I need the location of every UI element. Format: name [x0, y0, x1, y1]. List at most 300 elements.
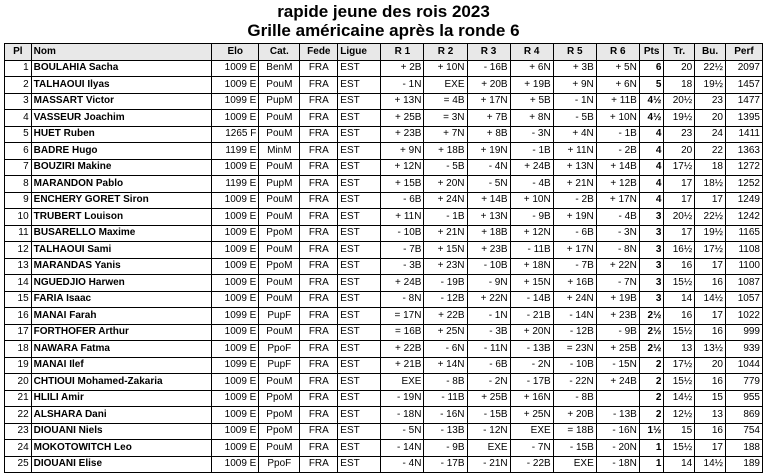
table-cell: + 6N: [510, 60, 553, 77]
title-block: [0, 0, 767, 40]
table-cell: 15½: [664, 324, 695, 341]
table-cell: - 10B: [553, 357, 596, 374]
table-cell: 16: [664, 258, 695, 275]
table-cell: MANAI Farah: [31, 308, 212, 325]
table-cell: 2½: [639, 341, 664, 358]
table-cell: 10: [5, 209, 32, 226]
table-cell: + 10N: [596, 110, 639, 127]
table-cell: 17½: [664, 159, 695, 176]
table-cell: + 18B: [424, 143, 467, 160]
table-cell: 1252: [725, 176, 762, 193]
table-cell: 1009 E: [212, 159, 259, 176]
table-cell: FRA: [300, 176, 338, 193]
table-cell: EST: [338, 440, 381, 457]
table-cell: FRA: [300, 93, 338, 110]
table-cell: - 18N: [381, 407, 424, 424]
table-cell: 2: [639, 374, 664, 391]
table-row: [5, 341, 763, 358]
table-cell: EST: [338, 275, 381, 292]
table-cell: 1009 E: [212, 390, 259, 407]
column-header: R 3: [467, 44, 510, 61]
table-row: [5, 110, 763, 127]
table-row: [5, 440, 763, 457]
table-cell: 1087: [725, 275, 762, 292]
table-cell: - 1B: [510, 143, 553, 160]
table-cell: EST: [338, 258, 381, 275]
table-row: [5, 176, 763, 193]
table-cell: - 4N: [381, 456, 424, 473]
table-cell: 13: [664, 341, 695, 358]
table-cell: 1009 E: [212, 275, 259, 292]
table-cell: + 14B: [467, 192, 510, 209]
table-cell: 11: [5, 225, 32, 242]
table-cell: PouM: [259, 242, 300, 259]
table-cell: PpoM: [259, 390, 300, 407]
table-cell: 2097: [725, 60, 762, 77]
table-cell: 939: [725, 341, 762, 358]
table-cell: FRA: [300, 126, 338, 143]
table-cell: 24: [695, 126, 726, 143]
table-cell: 1½: [639, 423, 664, 440]
table-cell: + 21N: [424, 225, 467, 242]
table-cell: 21: [5, 390, 32, 407]
table-cell: 19½: [695, 77, 726, 94]
table-cell: + 16B: [553, 275, 596, 292]
table-cell: 16: [695, 275, 726, 292]
table-cell: HLILI Amir: [31, 390, 212, 407]
table-cell: EXE: [424, 77, 467, 94]
table-cell: - 9B: [424, 440, 467, 457]
table-cell: BenM: [259, 60, 300, 77]
table-cell: 4½: [639, 93, 664, 110]
table-cell: 17: [664, 225, 695, 242]
table-cell: 1009 E: [212, 60, 259, 77]
table-cell: + 10N: [510, 192, 553, 209]
table-cell: + 11N: [553, 143, 596, 160]
table-cell: 20½: [664, 93, 695, 110]
table-cell: 1022: [725, 308, 762, 325]
table-cell: 1009 E: [212, 209, 259, 226]
table-cell: 9: [5, 192, 32, 209]
page-subtitle: Grille américaine après la ronde 6: [247, 21, 520, 40]
table-cell: - 19N: [381, 390, 424, 407]
table-cell: 3: [639, 275, 664, 292]
column-header: Tr.: [664, 44, 695, 61]
table-cell: PouM: [259, 209, 300, 226]
column-header: Fede: [300, 44, 338, 61]
table-cell: 14½: [664, 390, 695, 407]
table-cell: 3: [639, 291, 664, 308]
table-cell: 1009 E: [212, 258, 259, 275]
table-cell: FRA: [300, 143, 338, 160]
table-cell: 17: [695, 308, 726, 325]
table-cell: 1009 E: [212, 341, 259, 358]
table-cell: - 7N: [510, 440, 553, 457]
table-cell: 1009 E: [212, 291, 259, 308]
table-cell: 17: [664, 176, 695, 193]
table-cell: 18½: [695, 176, 726, 193]
table-cell: - 5B: [553, 110, 596, 127]
table-cell: + 5B: [510, 93, 553, 110]
table-cell: + 15N: [510, 275, 553, 292]
table-cell: 14½: [695, 456, 726, 473]
table-cell: 1009 E: [212, 374, 259, 391]
table-cell: 2: [639, 407, 664, 424]
table-cell: 22: [5, 407, 32, 424]
table-cell: FRA: [300, 440, 338, 457]
table-cell: 2: [639, 390, 664, 407]
table-cell: - 20N: [596, 440, 639, 457]
table-cell: 2½: [639, 324, 664, 341]
table-cell: - 3N: [510, 126, 553, 143]
table-cell: - 10B: [381, 225, 424, 242]
column-header: R 4: [510, 44, 553, 61]
table-cell: + 9N: [553, 77, 596, 94]
table-cell: HUET Ruben: [31, 126, 212, 143]
table-cell: - 10B: [467, 258, 510, 275]
table-cell: + 22N: [596, 258, 639, 275]
table-cell: - 4B: [510, 176, 553, 193]
table-cell: + 25B: [596, 341, 639, 358]
table-cell: - 8B: [424, 374, 467, 391]
table-cell: 3: [639, 242, 664, 259]
table-cell: PpoM: [259, 407, 300, 424]
table-cell: EST: [338, 126, 381, 143]
table-cell: PouM: [259, 192, 300, 209]
table-cell: 1009 E: [212, 192, 259, 209]
table-cell: PpoM: [259, 225, 300, 242]
table-cell: ENCHERY GORET Siron: [31, 192, 212, 209]
table-cell: 12: [5, 242, 32, 259]
table-cell: EST: [338, 407, 381, 424]
table-cell: 13½: [695, 341, 726, 358]
table-row: [5, 60, 763, 77]
table-cell: - 7N: [596, 275, 639, 292]
table-cell: FRA: [300, 192, 338, 209]
table-cell: 2½: [639, 308, 664, 325]
table-cell: + 13N: [381, 93, 424, 110]
table-cell: - 9B: [510, 209, 553, 226]
table-cell: 15½: [664, 440, 695, 457]
table-cell: 754: [725, 423, 762, 440]
table-cell: 17: [5, 324, 32, 341]
table-cell: EST: [338, 357, 381, 374]
table-cell: + 22B: [424, 308, 467, 325]
table-cell: MARANDAS Yanis: [31, 258, 212, 275]
table-row: [5, 407, 763, 424]
table-cell: 14½: [695, 291, 726, 308]
table-cell: 1457: [725, 77, 762, 94]
table-cell: - 16N: [424, 407, 467, 424]
table-cell: - 21B: [510, 308, 553, 325]
table-cell: 1265 F: [212, 126, 259, 143]
table-cell: - 1N: [467, 308, 510, 325]
table-cell: 1363: [725, 143, 762, 160]
table-cell: PouM: [259, 440, 300, 457]
table-cell: PouM: [259, 77, 300, 94]
table-cell: 16: [695, 423, 726, 440]
table-cell: 23: [5, 423, 32, 440]
table-cell: FRA: [300, 357, 338, 374]
table-cell: FRA: [300, 225, 338, 242]
table-cell: 14: [664, 291, 695, 308]
table-cell: [596, 390, 639, 407]
table-row: [5, 374, 763, 391]
table-cell: - 5N: [467, 176, 510, 193]
table-cell: 1099 E: [212, 93, 259, 110]
table-cell: 1099 E: [212, 308, 259, 325]
table-row: [5, 324, 763, 341]
table-cell: PouM: [259, 159, 300, 176]
table-cell: - 4N: [467, 159, 510, 176]
table-cell: PouM: [259, 291, 300, 308]
table-cell: 2: [5, 77, 32, 94]
table-cell: - 5N: [381, 423, 424, 440]
table-cell: 15: [664, 423, 695, 440]
table-cell: 189: [725, 456, 762, 473]
table-cell: FRA: [300, 423, 338, 440]
table-cell: + 23N: [424, 258, 467, 275]
table-cell: + 13N: [553, 159, 596, 176]
table-cell: FRA: [300, 390, 338, 407]
table-cell: FRA: [300, 291, 338, 308]
table-cell: + 24B: [596, 374, 639, 391]
table-cell: 14: [5, 275, 32, 292]
table-cell: EST: [338, 93, 381, 110]
table-cell: 4½: [639, 110, 664, 127]
table-row: [5, 126, 763, 143]
table-cell: 16½: [664, 242, 695, 259]
table-cell: FRA: [300, 407, 338, 424]
table-cell: 17: [695, 192, 726, 209]
table-cell: - 21N: [467, 456, 510, 473]
table-cell: + 11N: [381, 209, 424, 226]
table-cell: EST: [338, 159, 381, 176]
table-cell: 4: [639, 159, 664, 176]
table-cell: EXE: [553, 456, 596, 473]
table-cell: BADRE Hugo: [31, 143, 212, 160]
table-cell: 1477: [725, 93, 762, 110]
table-cell: 1009 E: [212, 407, 259, 424]
table-cell: 4: [639, 192, 664, 209]
table-cell: - 9B: [596, 324, 639, 341]
table-cell: EST: [338, 242, 381, 259]
table-cell: FRA: [300, 258, 338, 275]
table-cell: 3: [639, 258, 664, 275]
table-cell: + 23B: [381, 126, 424, 143]
table-cell: - 7B: [381, 242, 424, 259]
table-cell: 19½: [664, 110, 695, 127]
table-row: [5, 258, 763, 275]
table-cell: + 20B: [553, 407, 596, 424]
table-cell: = 4B: [424, 93, 467, 110]
table-cell: - 2B: [596, 143, 639, 160]
table-cell: 779: [725, 374, 762, 391]
table-cell: + 20B: [467, 77, 510, 94]
table-cell: 1009 E: [212, 423, 259, 440]
table-row: [5, 143, 763, 160]
table-cell: 20: [664, 143, 695, 160]
table-cell: 1057: [725, 291, 762, 308]
column-header: Pl: [5, 44, 32, 61]
table-cell: - 19B: [424, 275, 467, 292]
table-cell: EST: [338, 60, 381, 77]
table-cell: + 8N: [510, 110, 553, 127]
table-cell: - 14B: [510, 291, 553, 308]
table-cell: FRA: [300, 159, 338, 176]
table-cell: 14: [664, 456, 695, 473]
table-cell: 19½: [695, 225, 726, 242]
table-cell: FRA: [300, 456, 338, 473]
table-cell: 1009 E: [212, 242, 259, 259]
table-cell: + 25N: [510, 407, 553, 424]
table-cell: PouM: [259, 374, 300, 391]
table-cell: - 1B: [596, 126, 639, 143]
table-cell: 1: [639, 456, 664, 473]
table-cell: 188: [725, 440, 762, 457]
table-cell: PouM: [259, 324, 300, 341]
table-cell: EST: [338, 456, 381, 473]
table-cell: PpoF: [259, 456, 300, 473]
column-header: R 1: [381, 44, 424, 61]
page-title: rapide jeune des rois 2023: [277, 2, 490, 21]
table-cell: + 19N: [467, 143, 510, 160]
table-cell: FRA: [300, 60, 338, 77]
table-cell: 6: [639, 60, 664, 77]
table-header-row: [5, 44, 763, 61]
table-cell: - 2B: [553, 192, 596, 209]
table-cell: + 15N: [424, 242, 467, 259]
table-cell: PupF: [259, 357, 300, 374]
table-cell: + 21N: [553, 176, 596, 193]
table-cell: NGUEDJIO Harwen: [31, 275, 212, 292]
table-cell: 19: [5, 357, 32, 374]
table-row: [5, 308, 763, 325]
table-cell: 13: [5, 258, 32, 275]
table-cell: = 18B: [553, 423, 596, 440]
table-cell: 3: [5, 93, 32, 110]
table-cell: EST: [338, 308, 381, 325]
table-cell: = 17N: [381, 308, 424, 325]
table-cell: + 19B: [510, 77, 553, 94]
table-cell: - 15B: [467, 407, 510, 424]
table-cell: 15: [5, 291, 32, 308]
table-cell: BUSARELLO Maxime: [31, 225, 212, 242]
table-row: [5, 192, 763, 209]
table-row: [5, 357, 763, 374]
table-cell: FRA: [300, 308, 338, 325]
table-cell: + 22N: [467, 291, 510, 308]
table-cell: + 4N: [553, 126, 596, 143]
table-cell: 3: [639, 209, 664, 226]
table-cell: + 9N: [381, 143, 424, 160]
table-row: [5, 423, 763, 440]
table-cell: MinM: [259, 143, 300, 160]
table-cell: PupF: [259, 308, 300, 325]
table-cell: 7: [5, 159, 32, 176]
table-cell: + 23B: [467, 242, 510, 259]
table-cell: - 6B: [467, 357, 510, 374]
table-cell: + 7B: [467, 110, 510, 127]
table-cell: 20: [664, 60, 695, 77]
table-cell: 17: [695, 258, 726, 275]
column-header: Elo: [212, 44, 259, 61]
column-header: R 6: [596, 44, 639, 61]
table-cell: 1009 E: [212, 440, 259, 457]
table-cell: EST: [338, 209, 381, 226]
table-cell: 5: [639, 77, 664, 94]
table-cell: 1009 E: [212, 77, 259, 94]
table-cell: MANAI Ilef: [31, 357, 212, 374]
table-cell: 1411: [725, 126, 762, 143]
table-cell: 2: [639, 357, 664, 374]
table-cell: + 14N: [424, 357, 467, 374]
table-cell: + 24N: [424, 192, 467, 209]
table-row: [5, 456, 763, 473]
table-cell: - 8N: [381, 291, 424, 308]
table-cell: + 17N: [596, 192, 639, 209]
table-cell: FRA: [300, 341, 338, 358]
table-cell: + 18B: [467, 225, 510, 242]
table-cell: 18: [5, 341, 32, 358]
table-cell: - 15B: [553, 440, 596, 457]
table-cell: EXE: [510, 423, 553, 440]
table-cell: 20: [695, 110, 726, 127]
table-cell: - 22B: [510, 456, 553, 473]
table-row: [5, 77, 763, 94]
table-cell: EST: [338, 143, 381, 160]
table-cell: 869: [725, 407, 762, 424]
table-cell: 1044: [725, 357, 762, 374]
table-cell: 16: [664, 308, 695, 325]
standings-table: [4, 43, 763, 473]
table-cell: 22: [695, 143, 726, 160]
table-cell: EST: [338, 110, 381, 127]
table-cell: DIOUANI Elise: [31, 456, 212, 473]
column-header: R 5: [553, 44, 596, 61]
table-cell: - 13B: [596, 407, 639, 424]
table-cell: - 22N: [553, 374, 596, 391]
table-cell: CHTIOUI Mohamed-Zakaria: [31, 374, 212, 391]
table-cell: EXE: [381, 374, 424, 391]
table-cell: + 25B: [467, 390, 510, 407]
table-cell: + 22B: [381, 341, 424, 358]
table-cell: - 9N: [467, 275, 510, 292]
table-cell: + 24N: [553, 291, 596, 308]
table-row: [5, 209, 763, 226]
table-cell: 13: [695, 407, 726, 424]
table-cell: 25: [5, 456, 32, 473]
table-cell: EST: [338, 77, 381, 94]
table-cell: EST: [338, 225, 381, 242]
table-cell: 1242: [725, 209, 762, 226]
table-cell: + 20N: [424, 176, 467, 193]
table-cell: 16: [695, 374, 726, 391]
table-cell: - 11B: [424, 390, 467, 407]
column-header: Ligue: [338, 44, 381, 61]
table-cell: TALHAOUI Sami: [31, 242, 212, 259]
table-cell: PupM: [259, 176, 300, 193]
table-cell: PouM: [259, 275, 300, 292]
table-cell: MARANDON Pablo: [31, 176, 212, 193]
table-cell: EST: [338, 423, 381, 440]
table-cell: FRA: [300, 374, 338, 391]
table-cell: PpoM: [259, 258, 300, 275]
table-cell: FRA: [300, 77, 338, 94]
table-cell: - 2N: [510, 357, 553, 374]
table-cell: - 3B: [467, 324, 510, 341]
column-header: Pts: [639, 44, 664, 61]
